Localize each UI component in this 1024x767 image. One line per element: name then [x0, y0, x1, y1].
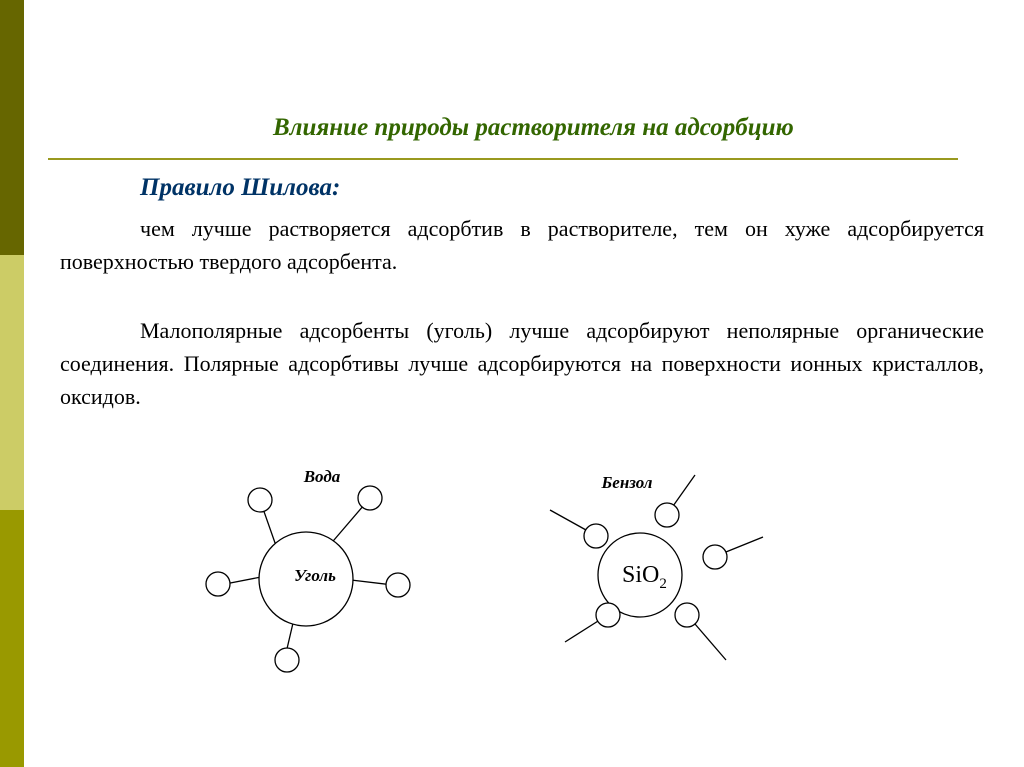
carbon-label: Уголь [294, 566, 336, 585]
water-label: Вода [303, 467, 341, 486]
water-molecule [358, 486, 382, 510]
water-molecule [206, 572, 230, 596]
bond-line [695, 624, 726, 660]
sidebar-segment-top [0, 0, 24, 255]
water-molecule [386, 573, 410, 597]
benzene-molecule [596, 603, 620, 627]
rule-text: чем лучше растворяется адсорбтив в растворителе, тем он хуже адсорбируется поверхностью твердого адсорбента. [60, 216, 984, 274]
benzene-molecule [675, 603, 699, 627]
benzene-molecule [703, 545, 727, 569]
title-underline [48, 158, 958, 160]
water-molecule [248, 488, 272, 512]
water-molecule [275, 648, 299, 672]
adsorption-diagram [190, 450, 790, 700]
rule-heading: Правило Шилова: [140, 174, 341, 201]
silica-formula: SiO [622, 562, 660, 588]
benzene-molecule [584, 524, 608, 548]
benzene-molecule [655, 503, 679, 527]
slide-title: Влияние природы растворителя на адсорбцию [273, 114, 794, 141]
benzene-label: Бензол [601, 473, 653, 492]
explanation-text: Малополярные адсорбенты (уголь) лучше адсорбируют неполярные органические соединения. Полярные адсорбтивы лучше адсорбируются на поверхности ионных кристаллов, оксидов. [60, 318, 984, 409]
silica-subscript: 2 [659, 576, 667, 592]
sidebar-segment-bottom [0, 510, 24, 767]
sidebar-segment-middle [0, 255, 24, 510]
sidebar-decoration [0, 0, 24, 767]
